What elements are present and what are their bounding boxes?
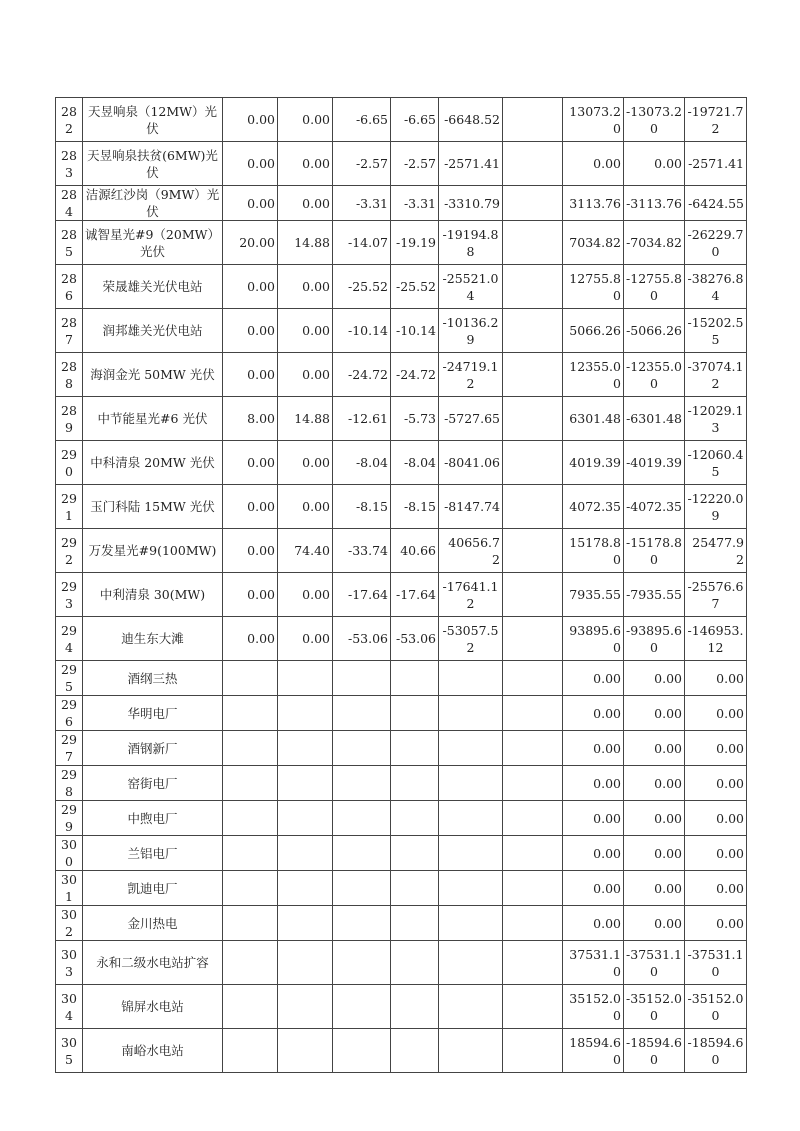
cell-name: 天昱响泉（12MW）光伏 bbox=[83, 98, 223, 142]
cell-v8: -37531.10 bbox=[624, 941, 685, 985]
cell-v3: -53.06 bbox=[333, 617, 391, 661]
cell-v5 bbox=[439, 941, 503, 985]
table-body bbox=[56, 98, 747, 1073]
cell-name: 诚智星光#9（20MW）光伏 bbox=[83, 221, 223, 265]
cell-v2 bbox=[278, 696, 333, 731]
cell-v5 bbox=[439, 801, 503, 836]
cell-v9: -37074.12 bbox=[685, 353, 747, 397]
cell-name: 海润金光 50MW 光伏 bbox=[83, 353, 223, 397]
cell-v6 bbox=[503, 221, 563, 265]
table-row bbox=[56, 529, 747, 573]
cell-v3 bbox=[333, 731, 391, 766]
cell-v4: -25.52 bbox=[391, 265, 439, 309]
cell-v8: -4019.39 bbox=[624, 441, 685, 485]
cell-v4: -2.57 bbox=[391, 142, 439, 186]
cell-v2: 14.88 bbox=[278, 221, 333, 265]
cell-v6 bbox=[503, 696, 563, 731]
table-row bbox=[56, 661, 747, 696]
cell-name: 永和二级水电站扩容 bbox=[83, 941, 223, 985]
cell-no: 291 bbox=[56, 485, 83, 529]
cell-v8: -3113.76 bbox=[624, 186, 685, 221]
cell-name: 润邦雄关光伏电站 bbox=[83, 309, 223, 353]
cell-v1: 0.00 bbox=[223, 265, 278, 309]
cell-v6 bbox=[503, 801, 563, 836]
cell-v9: -38276.84 bbox=[685, 265, 747, 309]
cell-no: 286 bbox=[56, 265, 83, 309]
cell-v2: 0.00 bbox=[278, 573, 333, 617]
cell-v2 bbox=[278, 731, 333, 766]
cell-v4: -19.19 bbox=[391, 221, 439, 265]
table-row bbox=[56, 441, 747, 485]
cell-v8: -18594.60 bbox=[624, 1029, 685, 1073]
cell-v6 bbox=[503, 573, 563, 617]
cell-v7: 13073.20 bbox=[563, 98, 624, 142]
cell-v9: 0.00 bbox=[685, 696, 747, 731]
cell-v8: 0.00 bbox=[624, 801, 685, 836]
cell-v9: 0.00 bbox=[685, 906, 747, 941]
cell-no: 293 bbox=[56, 573, 83, 617]
table-row bbox=[56, 142, 747, 186]
cell-v9: -12060.45 bbox=[685, 441, 747, 485]
cell-v1 bbox=[223, 661, 278, 696]
cell-v2: 0.00 bbox=[278, 98, 333, 142]
cell-v9: -18594.60 bbox=[685, 1029, 747, 1073]
cell-v9: -25576.67 bbox=[685, 573, 747, 617]
cell-v8: -35152.00 bbox=[624, 985, 685, 1029]
cell-v2 bbox=[278, 941, 333, 985]
cell-v9: 0.00 bbox=[685, 801, 747, 836]
table-row bbox=[56, 485, 747, 529]
cell-v2 bbox=[278, 871, 333, 906]
cell-v4: -17.64 bbox=[391, 573, 439, 617]
cell-name: 荣晟雄关光伏电站 bbox=[83, 265, 223, 309]
cell-v7: 0.00 bbox=[563, 142, 624, 186]
cell-name: 锦屏水电站 bbox=[83, 985, 223, 1029]
cell-v1 bbox=[223, 836, 278, 871]
cell-v2: 14.88 bbox=[278, 397, 333, 441]
cell-v3 bbox=[333, 906, 391, 941]
cell-v8: 0.00 bbox=[624, 766, 685, 801]
cell-v1 bbox=[223, 766, 278, 801]
cell-v7: 7935.55 bbox=[563, 573, 624, 617]
cell-v5 bbox=[439, 836, 503, 871]
cell-v4: -6.65 bbox=[391, 98, 439, 142]
cell-no: 294 bbox=[56, 617, 83, 661]
cell-v7: 0.00 bbox=[563, 801, 624, 836]
cell-v6 bbox=[503, 941, 563, 985]
cell-no: 297 bbox=[56, 731, 83, 766]
cell-v5: -3310.79 bbox=[439, 186, 503, 221]
cell-v5 bbox=[439, 871, 503, 906]
cell-v2: 74.40 bbox=[278, 529, 333, 573]
cell-v5: -8041.06 bbox=[439, 441, 503, 485]
cell-name: 酒钢新厂 bbox=[83, 731, 223, 766]
cell-v6 bbox=[503, 906, 563, 941]
cell-v5: -24719.12 bbox=[439, 353, 503, 397]
cell-v5: -53057.52 bbox=[439, 617, 503, 661]
cell-no: 299 bbox=[56, 801, 83, 836]
cell-v2: 0.00 bbox=[278, 142, 333, 186]
cell-no: 295 bbox=[56, 661, 83, 696]
cell-v9: -146953.12 bbox=[685, 617, 747, 661]
cell-v6 bbox=[503, 265, 563, 309]
cell-v3: -12.61 bbox=[333, 397, 391, 441]
cell-name: 兰铝电厂 bbox=[83, 836, 223, 871]
cell-v2: 0.00 bbox=[278, 265, 333, 309]
cell-v5 bbox=[439, 696, 503, 731]
cell-v1: 0.00 bbox=[223, 617, 278, 661]
cell-name: 迪生东大滩 bbox=[83, 617, 223, 661]
cell-no: 296 bbox=[56, 696, 83, 731]
table-row bbox=[56, 731, 747, 766]
cell-v4: -24.72 bbox=[391, 353, 439, 397]
cell-v6 bbox=[503, 766, 563, 801]
cell-no: 288 bbox=[56, 353, 83, 397]
cell-v1 bbox=[223, 985, 278, 1029]
cell-v4 bbox=[391, 731, 439, 766]
cell-v5 bbox=[439, 661, 503, 696]
cell-v6 bbox=[503, 397, 563, 441]
cell-v8: -93895.60 bbox=[624, 617, 685, 661]
cell-name: 中利清泉 30(MW) bbox=[83, 573, 223, 617]
table-row bbox=[56, 98, 747, 142]
cell-v5: -25521.04 bbox=[439, 265, 503, 309]
cell-v5: -6648.52 bbox=[439, 98, 503, 142]
cell-name: 酒纲三热 bbox=[83, 661, 223, 696]
cell-v9: -37531.10 bbox=[685, 941, 747, 985]
cell-v6 bbox=[503, 529, 563, 573]
cell-v5 bbox=[439, 906, 503, 941]
cell-v6 bbox=[503, 617, 563, 661]
cell-v8: -12355.00 bbox=[624, 353, 685, 397]
cell-no: 300 bbox=[56, 836, 83, 871]
cell-v8: -13073.20 bbox=[624, 98, 685, 142]
table-row bbox=[56, 265, 747, 309]
cell-v9: -6424.55 bbox=[685, 186, 747, 221]
cell-v2 bbox=[278, 906, 333, 941]
cell-v9: 0.00 bbox=[685, 731, 747, 766]
cell-v6 bbox=[503, 1029, 563, 1073]
cell-v9: 0.00 bbox=[685, 871, 747, 906]
cell-no: 290 bbox=[56, 441, 83, 485]
cell-v9: -12220.09 bbox=[685, 485, 747, 529]
table-row bbox=[56, 871, 747, 906]
cell-v2: 0.00 bbox=[278, 353, 333, 397]
cell-v1: 0.00 bbox=[223, 529, 278, 573]
cell-v7: 5066.26 bbox=[563, 309, 624, 353]
cell-v4: 40.66 bbox=[391, 529, 439, 573]
cell-no: 298 bbox=[56, 766, 83, 801]
table-row bbox=[56, 836, 747, 871]
cell-v2: 0.00 bbox=[278, 617, 333, 661]
cell-v7: 0.00 bbox=[563, 731, 624, 766]
cell-no: 304 bbox=[56, 985, 83, 1029]
cell-v3 bbox=[333, 661, 391, 696]
cell-name: 窑街电厂 bbox=[83, 766, 223, 801]
cell-v7: 93895.60 bbox=[563, 617, 624, 661]
cell-v1 bbox=[223, 871, 278, 906]
cell-v5 bbox=[439, 731, 503, 766]
cell-name: 金川热电 bbox=[83, 906, 223, 941]
cell-v5: -10136.29 bbox=[439, 309, 503, 353]
cell-v5: -5727.65 bbox=[439, 397, 503, 441]
cell-name: 天昱响泉扶贫(6MW)光伏 bbox=[83, 142, 223, 186]
cell-v7: 4019.39 bbox=[563, 441, 624, 485]
cell-no: 284 bbox=[56, 186, 83, 221]
cell-v5: -19194.88 bbox=[439, 221, 503, 265]
cell-v5: 40656.72 bbox=[439, 529, 503, 573]
table-row bbox=[56, 397, 747, 441]
cell-v6 bbox=[503, 836, 563, 871]
cell-v7: 4072.35 bbox=[563, 485, 624, 529]
cell-v7: 37531.10 bbox=[563, 941, 624, 985]
cell-v5: -17641.12 bbox=[439, 573, 503, 617]
cell-v8: -12755.80 bbox=[624, 265, 685, 309]
cell-name: 中科清泉 20MW 光伏 bbox=[83, 441, 223, 485]
cell-v7: 6301.48 bbox=[563, 397, 624, 441]
cell-v2 bbox=[278, 766, 333, 801]
cell-v8: 0.00 bbox=[624, 836, 685, 871]
cell-v9: -35152.00 bbox=[685, 985, 747, 1029]
cell-v6 bbox=[503, 485, 563, 529]
cell-no: 303 bbox=[56, 941, 83, 985]
cell-name: 玉门科陆 15MW 光伏 bbox=[83, 485, 223, 529]
cell-v5: -2571.41 bbox=[439, 142, 503, 186]
cell-v7: 0.00 bbox=[563, 661, 624, 696]
cell-v6 bbox=[503, 661, 563, 696]
cell-v3: -8.04 bbox=[333, 441, 391, 485]
cell-v8: -15178.80 bbox=[624, 529, 685, 573]
cell-v4 bbox=[391, 906, 439, 941]
cell-v3 bbox=[333, 985, 391, 1029]
cell-name: 中节能星光#6 光伏 bbox=[83, 397, 223, 441]
cell-v3: -2.57 bbox=[333, 142, 391, 186]
cell-v8: 0.00 bbox=[624, 906, 685, 941]
cell-v1: 0.00 bbox=[223, 573, 278, 617]
cell-v3: -8.15 bbox=[333, 485, 391, 529]
cell-v6 bbox=[503, 353, 563, 397]
table-row bbox=[56, 353, 747, 397]
cell-v4 bbox=[391, 985, 439, 1029]
cell-v8: -6301.48 bbox=[624, 397, 685, 441]
cell-v1: 0.00 bbox=[223, 485, 278, 529]
cell-v6 bbox=[503, 731, 563, 766]
cell-v2 bbox=[278, 661, 333, 696]
cell-v4 bbox=[391, 766, 439, 801]
cell-v8: -5066.26 bbox=[624, 309, 685, 353]
cell-v3 bbox=[333, 941, 391, 985]
cell-v1 bbox=[223, 941, 278, 985]
table-row bbox=[56, 985, 747, 1029]
cell-no: 302 bbox=[56, 906, 83, 941]
table-row bbox=[56, 573, 747, 617]
cell-v2 bbox=[278, 1029, 333, 1073]
cell-v9: -12029.13 bbox=[685, 397, 747, 441]
cell-v3 bbox=[333, 836, 391, 871]
cell-name: 洁源红沙岗（9MW）光伏 bbox=[83, 186, 223, 221]
cell-v3 bbox=[333, 801, 391, 836]
cell-v9: 0.00 bbox=[685, 766, 747, 801]
cell-v1: 0.00 bbox=[223, 142, 278, 186]
cell-v5: -8147.74 bbox=[439, 485, 503, 529]
cell-v3: -10.14 bbox=[333, 309, 391, 353]
cell-v8: 0.00 bbox=[624, 661, 685, 696]
data-table bbox=[55, 97, 747, 1073]
table-row bbox=[56, 186, 747, 221]
cell-v6 bbox=[503, 142, 563, 186]
cell-v3: -6.65 bbox=[333, 98, 391, 142]
cell-v1 bbox=[223, 696, 278, 731]
cell-v4: -8.15 bbox=[391, 485, 439, 529]
cell-v4 bbox=[391, 836, 439, 871]
cell-v7: 7034.82 bbox=[563, 221, 624, 265]
cell-v1: 0.00 bbox=[223, 353, 278, 397]
cell-v2: 0.00 bbox=[278, 485, 333, 529]
cell-v2: 0.00 bbox=[278, 309, 333, 353]
cell-name: 中煦电厂 bbox=[83, 801, 223, 836]
cell-v6 bbox=[503, 871, 563, 906]
cell-name: 华明电厂 bbox=[83, 696, 223, 731]
cell-v5 bbox=[439, 1029, 503, 1073]
cell-v2 bbox=[278, 985, 333, 1029]
cell-v3: -25.52 bbox=[333, 265, 391, 309]
cell-name: 凯迪电厂 bbox=[83, 871, 223, 906]
cell-v4: -5.73 bbox=[391, 397, 439, 441]
cell-v7: 35152.00 bbox=[563, 985, 624, 1029]
cell-v7: 0.00 bbox=[563, 836, 624, 871]
cell-v4: -8.04 bbox=[391, 441, 439, 485]
cell-v6 bbox=[503, 985, 563, 1029]
cell-v6 bbox=[503, 98, 563, 142]
cell-v1: 0.00 bbox=[223, 186, 278, 221]
cell-v3 bbox=[333, 696, 391, 731]
cell-v1: 0.00 bbox=[223, 441, 278, 485]
cell-v7: 0.00 bbox=[563, 696, 624, 731]
cell-name: 万发星光#9(100MW) bbox=[83, 529, 223, 573]
cell-v3 bbox=[333, 1029, 391, 1073]
cell-no: 285 bbox=[56, 221, 83, 265]
cell-v8: 0.00 bbox=[624, 731, 685, 766]
cell-v9: -26229.70 bbox=[685, 221, 747, 265]
cell-v6 bbox=[503, 309, 563, 353]
cell-v8: 0.00 bbox=[624, 696, 685, 731]
cell-v4: -3.31 bbox=[391, 186, 439, 221]
cell-v1 bbox=[223, 1029, 278, 1073]
cell-v3: -24.72 bbox=[333, 353, 391, 397]
cell-v1: 20.00 bbox=[223, 221, 278, 265]
cell-v2 bbox=[278, 801, 333, 836]
cell-v1: 0.00 bbox=[223, 309, 278, 353]
cell-v8: -7034.82 bbox=[624, 221, 685, 265]
cell-v7: 12755.80 bbox=[563, 265, 624, 309]
cell-v7: 15178.80 bbox=[563, 529, 624, 573]
cell-v7: 0.00 bbox=[563, 906, 624, 941]
table-row bbox=[56, 941, 747, 985]
cell-v7: 18594.60 bbox=[563, 1029, 624, 1073]
cell-v9: -15202.55 bbox=[685, 309, 747, 353]
cell-v7: 0.00 bbox=[563, 871, 624, 906]
cell-v1: 8.00 bbox=[223, 397, 278, 441]
cell-v3 bbox=[333, 871, 391, 906]
cell-v4 bbox=[391, 1029, 439, 1073]
cell-v4 bbox=[391, 661, 439, 696]
cell-v1 bbox=[223, 906, 278, 941]
table-row bbox=[56, 696, 747, 731]
cell-v9: 25477.92 bbox=[685, 529, 747, 573]
cell-v9: 0.00 bbox=[685, 836, 747, 871]
table-row bbox=[56, 617, 747, 661]
cell-v8: -7935.55 bbox=[624, 573, 685, 617]
cell-no: 283 bbox=[56, 142, 83, 186]
table-row bbox=[56, 221, 747, 265]
cell-v4 bbox=[391, 801, 439, 836]
cell-v5 bbox=[439, 985, 503, 1029]
table-row bbox=[56, 309, 747, 353]
table-row bbox=[56, 1029, 747, 1073]
table-row bbox=[56, 766, 747, 801]
cell-v7: 3113.76 bbox=[563, 186, 624, 221]
cell-v4: -10.14 bbox=[391, 309, 439, 353]
table-row bbox=[56, 801, 747, 836]
table-row bbox=[56, 906, 747, 941]
cell-v7: 12355.00 bbox=[563, 353, 624, 397]
cell-v3: -14.07 bbox=[333, 221, 391, 265]
cell-v4 bbox=[391, 941, 439, 985]
cell-v1 bbox=[223, 731, 278, 766]
cell-v4: -53.06 bbox=[391, 617, 439, 661]
cell-v8: 0.00 bbox=[624, 142, 685, 186]
cell-v5 bbox=[439, 766, 503, 801]
cell-no: 287 bbox=[56, 309, 83, 353]
cell-v9: -2571.41 bbox=[685, 142, 747, 186]
cell-v2: 0.00 bbox=[278, 441, 333, 485]
cell-v3: -3.31 bbox=[333, 186, 391, 221]
cell-v4 bbox=[391, 696, 439, 731]
cell-v3: -17.64 bbox=[333, 573, 391, 617]
cell-no: 282 bbox=[56, 98, 83, 142]
cell-v2 bbox=[278, 836, 333, 871]
cell-v8: 0.00 bbox=[624, 871, 685, 906]
cell-v9: 0.00 bbox=[685, 661, 747, 696]
cell-v8: -4072.35 bbox=[624, 485, 685, 529]
cell-v6 bbox=[503, 441, 563, 485]
cell-v9: -19721.72 bbox=[685, 98, 747, 142]
cell-v2: 0.00 bbox=[278, 186, 333, 221]
cell-no: 305 bbox=[56, 1029, 83, 1073]
cell-no: 289 bbox=[56, 397, 83, 441]
cell-no: 292 bbox=[56, 529, 83, 573]
cell-name: 南峪水电站 bbox=[83, 1029, 223, 1073]
cell-v3: -33.74 bbox=[333, 529, 391, 573]
cell-no: 301 bbox=[56, 871, 83, 906]
cell-v7: 0.00 bbox=[563, 766, 624, 801]
cell-v6 bbox=[503, 186, 563, 221]
cell-v1: 0.00 bbox=[223, 98, 278, 142]
cell-v1 bbox=[223, 801, 278, 836]
cell-v4 bbox=[391, 871, 439, 906]
cell-v3 bbox=[333, 766, 391, 801]
